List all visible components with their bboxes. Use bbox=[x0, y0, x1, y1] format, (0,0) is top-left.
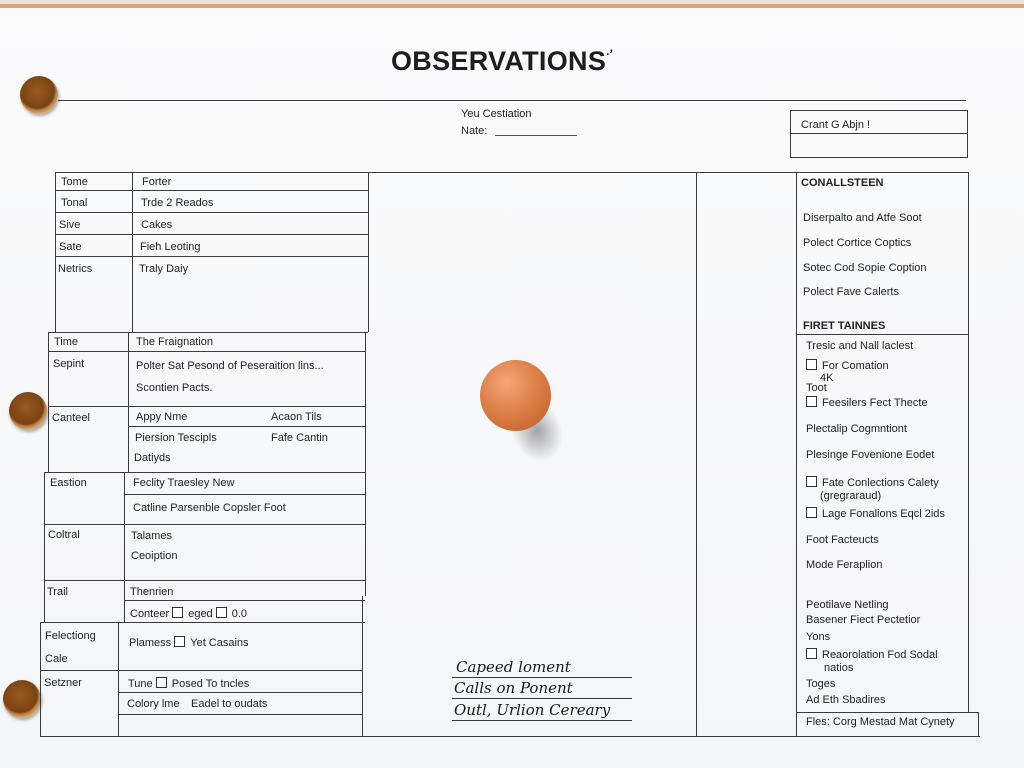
row-value: Catline Parsenble Copsler Foot bbox=[133, 502, 286, 514]
right-item: Diserpalto and Atfe Soot bbox=[803, 212, 922, 224]
right-item: Ad Eth Sbadires bbox=[806, 694, 886, 706]
note-line bbox=[452, 720, 632, 721]
checkbox-label: Fate Conlections Calety bbox=[822, 477, 939, 489]
label-col-divider-4 bbox=[118, 622, 119, 736]
row-value: Feclity Traesley New bbox=[133, 477, 235, 489]
row-rule bbox=[124, 494, 365, 495]
right-section-heading: FIRET TAINNES bbox=[803, 320, 886, 332]
row-value-text: Tune bbox=[128, 678, 153, 690]
title-mark: ·̛̛ bbox=[606, 47, 611, 61]
row-label: Eastion bbox=[50, 477, 87, 489]
checkbox-label: For Comation bbox=[822, 360, 889, 372]
row-label: Tonal bbox=[61, 197, 88, 209]
checkbox[interactable] bbox=[174, 636, 185, 647]
right-panel-left bbox=[796, 172, 797, 736]
right-item: Peotilave Netling bbox=[806, 599, 889, 611]
right-item: Polect Cortice Coptics bbox=[803, 237, 912, 249]
row-label: Coltral bbox=[48, 529, 80, 541]
checkbox-label: Reaorolation Fod Sodal bbox=[822, 649, 938, 661]
row-value: Polter Sat Pesond of Peseraition lins... bbox=[136, 360, 324, 372]
left-frame-1 bbox=[55, 172, 56, 332]
row-value: Ceoiption bbox=[131, 550, 178, 562]
right-item: Basener Fiect Pectetior bbox=[806, 614, 921, 626]
table-right-3 bbox=[362, 596, 363, 736]
row-rule bbox=[44, 524, 365, 525]
checkbox[interactable] bbox=[806, 648, 817, 659]
handwritten-note: Capeed loment bbox=[456, 658, 571, 676]
row-rule bbox=[55, 212, 368, 213]
worksheet-page bbox=[0, 4, 1024, 768]
checkbox[interactable] bbox=[172, 607, 183, 618]
checkbox-label: Lage Fonalions Eqcl 2ids bbox=[822, 508, 945, 520]
right-item: Plesinge Fovenione Eodet bbox=[806, 449, 935, 461]
row-value: Cakes bbox=[141, 219, 173, 231]
top-edge bbox=[0, 4, 1024, 8]
right-item: Foot Facteucts bbox=[806, 534, 879, 546]
binder-hole-top bbox=[20, 76, 58, 114]
corner-box bbox=[790, 110, 968, 158]
egg-specimen bbox=[480, 360, 551, 431]
left-frame-4 bbox=[40, 622, 41, 736]
footer-rule bbox=[796, 712, 979, 713]
row-value bbox=[128, 677, 249, 690]
right-item: Tresic and Nall laclest bbox=[806, 340, 914, 352]
name-field[interactable] bbox=[495, 135, 577, 136]
row-value: Traly Daiy bbox=[139, 263, 189, 275]
right-item: 4K bbox=[820, 372, 834, 384]
row-value: The Fraignation bbox=[136, 336, 214, 348]
right-check-item bbox=[806, 359, 889, 372]
right-check-item bbox=[806, 507, 945, 520]
right-check-item bbox=[806, 396, 928, 409]
row-label: Trail bbox=[47, 586, 68, 598]
row-rule bbox=[55, 234, 368, 235]
right-check-item bbox=[806, 476, 939, 489]
checkbox[interactable] bbox=[806, 359, 817, 370]
row-label: Cale bbox=[45, 653, 68, 665]
right-item: Sotec Cod Sopie Coption bbox=[803, 262, 927, 274]
row-rule bbox=[55, 190, 368, 191]
row-rule bbox=[48, 332, 368, 333]
right-item: Polect Fave Calerts bbox=[803, 286, 899, 298]
row-rule bbox=[48, 406, 365, 407]
row-value-text: Plamess bbox=[129, 637, 172, 649]
row-label: Tome bbox=[61, 176, 88, 188]
row-value: Thenrien bbox=[130, 586, 174, 598]
checkbox[interactable] bbox=[806, 396, 817, 407]
checkbox-label: Yet Casains bbox=[190, 637, 249, 649]
checkbox-label: Posed To tncles bbox=[171, 678, 250, 690]
row-value: Colory lme bbox=[127, 698, 180, 710]
page-title: OBSERVATIONS·̛̛ bbox=[391, 46, 611, 76]
left-frame-3 bbox=[44, 472, 45, 622]
footer-box-right bbox=[978, 712, 979, 736]
row-rule bbox=[118, 692, 362, 693]
row-rule bbox=[48, 351, 365, 352]
row-value: Datiyds bbox=[134, 452, 171, 464]
checkbox-label: Feesilers Fect Thecte bbox=[822, 397, 928, 409]
row-label: Time bbox=[54, 336, 79, 348]
right-section-heading: CONALLSTEEN bbox=[801, 177, 884, 189]
left-frame-2 bbox=[48, 332, 49, 472]
row-value: Trde 2 Reados bbox=[141, 197, 214, 209]
header-caption: Yeu Cestiation bbox=[461, 108, 532, 120]
row-rule bbox=[44, 580, 365, 581]
corner-box-divider bbox=[790, 133, 967, 134]
row-value bbox=[130, 607, 247, 620]
table-top-rule bbox=[56, 172, 969, 173]
row-value-secondary: Acaon Tils bbox=[271, 411, 322, 423]
right-item: Plectalip Cogmntiont bbox=[806, 423, 907, 435]
title-rule bbox=[58, 100, 966, 101]
row-rule bbox=[118, 714, 362, 715]
table-right-2 bbox=[365, 332, 366, 596]
row-value-secondary: Fafe Cantin bbox=[271, 432, 328, 444]
binder-hole-middle bbox=[9, 392, 47, 430]
row-rule bbox=[40, 670, 362, 671]
row-rule bbox=[44, 472, 365, 473]
note-line bbox=[452, 698, 632, 699]
checkbox[interactable] bbox=[806, 476, 817, 487]
label-col-divider-1 bbox=[132, 172, 133, 332]
handwritten-note: Calls on Ponent bbox=[454, 679, 573, 697]
row-label: Netrics bbox=[58, 263, 93, 275]
right-item: (gregraraud) bbox=[820, 490, 882, 502]
right-item: Toges bbox=[806, 678, 836, 690]
right-section-rule bbox=[796, 334, 968, 335]
row-value-secondary: Eadel to oudats bbox=[191, 698, 268, 710]
checkbox-label: 0.0 bbox=[231, 608, 248, 620]
row-label: Felectiong bbox=[45, 630, 96, 642]
checkbox-label: eged bbox=[188, 608, 213, 620]
right-check-item bbox=[806, 648, 938, 661]
checkbox[interactable] bbox=[156, 677, 167, 688]
row-value: Fieh Leoting bbox=[140, 241, 201, 253]
name-label: Nate: bbox=[461, 125, 488, 137]
row-value-text: Conteer bbox=[130, 608, 170, 620]
right-item: Toot bbox=[806, 382, 827, 394]
row-rule bbox=[55, 256, 368, 257]
right-item: Mode Feraplion bbox=[806, 559, 883, 571]
corner-box-label: Crant G Abjn ! bbox=[801, 119, 871, 131]
checkbox[interactable] bbox=[806, 507, 817, 518]
row-rule bbox=[124, 600, 365, 601]
row-value bbox=[129, 636, 249, 649]
right-panel-right bbox=[968, 172, 969, 712]
right-item: natios bbox=[824, 662, 854, 674]
observation-area-right bbox=[696, 172, 697, 736]
row-value: Talames bbox=[131, 530, 172, 542]
table-right-1 bbox=[368, 172, 369, 332]
note-line bbox=[452, 677, 632, 678]
row-label: Sive bbox=[59, 219, 81, 231]
row-value: Piersion Tescipls bbox=[135, 432, 217, 444]
row-label: Sate bbox=[59, 241, 82, 253]
row-label: Sepint bbox=[53, 358, 85, 370]
label-col-divider-2 bbox=[128, 332, 129, 472]
table-bottom-rule bbox=[40, 736, 980, 737]
row-rule bbox=[128, 426, 365, 427]
row-value: Scontien Pacts. bbox=[136, 382, 213, 394]
handwritten-note: Outl, Urlion Cereary bbox=[454, 701, 611, 719]
row-value: Appy Nme bbox=[136, 411, 188, 423]
binder-hole-bottom bbox=[3, 680, 41, 718]
row-label: Canteel bbox=[52, 412, 90, 424]
right-item: Yons bbox=[806, 631, 831, 643]
checkbox[interactable] bbox=[216, 607, 227, 618]
row-value: Forter bbox=[142, 176, 172, 188]
row-rule bbox=[40, 622, 365, 623]
right-footer: Fles: Corg Mestad Mat Cynety bbox=[806, 716, 955, 728]
row-label: Setzner bbox=[44, 677, 82, 689]
